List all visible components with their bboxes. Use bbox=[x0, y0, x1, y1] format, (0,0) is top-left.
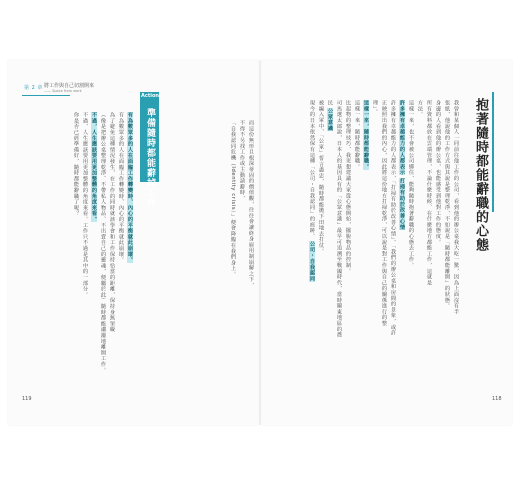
right-para-9: 這樣一來，隨時都能辭職。 bbox=[354, 100, 360, 170]
right-page-body bbox=[270, 100, 460, 340]
chapter-label: 第 2 章 bbox=[24, 85, 43, 91]
right-para-4: 方法。 bbox=[417, 100, 423, 118]
page-gutter bbox=[259, 60, 261, 425]
left-cont-0: 而這份無形且根深蒂固的價值觀，往往會讓終身雇用制崩解之下， bbox=[248, 120, 254, 289]
right-para-8: 理」。 bbox=[372, 100, 378, 115]
section-title: 抱著隨時都能辭職的心態 bbox=[473, 98, 488, 252]
right-para-5: 這樣一來，也不會被公司綁住，能夠隨時抱著辭職的心態去工作。 bbox=[408, 100, 414, 269]
right-highlight-1: 打掃有助於改善心情 bbox=[399, 177, 405, 230]
right-para-0: 我曾和某個人一同前往他工作的公司，看到他的辦公桌我大吃一驚，因為上面沒有半 bbox=[453, 100, 459, 315]
action-para-3: 不過，人生應該要用更加整體的角度來看。工作只不過是其中的一部分。 bbox=[82, 112, 88, 298]
chapter-rule bbox=[22, 95, 70, 96]
right-para-13: 現今的日本依然保有這種「公司・自我認同」的痕跡。 bbox=[309, 100, 315, 240]
chapter-subtitle: —— Space from work bbox=[44, 89, 82, 93]
right-para-7: 正映照出我們的內心，因此將這份地方打掃乾淨，可以說是對工作與自己的關係進行的整 bbox=[381, 100, 387, 327]
right-para-1: 張紙，他說他的工作方式與其說是整理乾淨，不如說是「隨時都能離開」的狀態。 bbox=[444, 100, 450, 309]
action-label: Action bbox=[141, 93, 159, 99]
right-highlight-2: 這樣一來，隨時都能辭職。 bbox=[363, 100, 369, 170]
right-highlight-3: 公眾意識 bbox=[327, 108, 333, 132]
right-para-2: 身邊的人看到他的辦公桌，也能感受到他對工作的態度。 bbox=[435, 100, 441, 245]
right-highlight-4: 公司・自我認同 bbox=[309, 241, 315, 283]
right-highlight-0: 許多擁有卓越能力的人都表示 bbox=[399, 100, 405, 176]
action-para-0: 有為數眾多的人在面臨工作轉變時，內心的平衡就此崩壞。 bbox=[118, 112, 124, 263]
action-title: 準備隨時都能辭掉工作 bbox=[145, 108, 155, 208]
action-body bbox=[22, 112, 134, 382]
chapter-title: 將工作與自己切割開來 bbox=[44, 83, 95, 89]
right-para-6: 許多擁有卓越能力的人都表示，「打掃有助於改善心情」、「我們的辦公桌和房間的景象，或許 bbox=[390, 100, 396, 336]
section-title-bar bbox=[492, 92, 494, 212]
action-para-4: 你是否已經準備好，隨時都能辭職了呢？ bbox=[73, 112, 79, 217]
left-cont-2: 「自我認同危機（Identity crisis）」便會降臨在我們身上。 bbox=[230, 120, 236, 278]
left-continued-body bbox=[175, 120, 255, 380]
page-number-left: 119 bbox=[22, 396, 32, 402]
right-para-3: 所有資料都放在雲端管理，不論什麼時候、在什麼地方都能工作，這就是 bbox=[426, 100, 432, 286]
action-highlight-0: 有為數眾多的人在面臨工作轉變時，內心的平衡就此崩壞。 bbox=[127, 112, 133, 263]
right-para-11: 司馬遼太郎說，日本人的基因具有的「公眾意識」最早可追溯至戰國時代，當時關東地區的農民 bbox=[327, 100, 342, 338]
action-para-2: （像是把辦公桌整理乾淨、不帶私人物品、不出賣自己的靈魂，便屬於此）隨時都能瀟灑地離開工作。 bbox=[100, 112, 106, 373]
action-para-1: 為了避免這種情況發生，在工作的同時就該學會和工作保持恰當的距離，保持身無罣礙 bbox=[109, 112, 115, 333]
page-number-right: 118 bbox=[492, 396, 502, 402]
right-para-12: 被編入軍中，「公家」誓言盡忠，隨時都能拋下田地去打仗。 bbox=[318, 100, 324, 254]
action-highlight-1: 不過，人生應該要用更加整體的角度來看。 bbox=[91, 112, 97, 223]
left-cont-1: 不得不另找工作或主動請辭時， bbox=[239, 120, 245, 202]
right-para-10: 比起物的整理技巧，我更想建議大家從心態開始，擺脫物品的控制。 bbox=[345, 100, 351, 274]
